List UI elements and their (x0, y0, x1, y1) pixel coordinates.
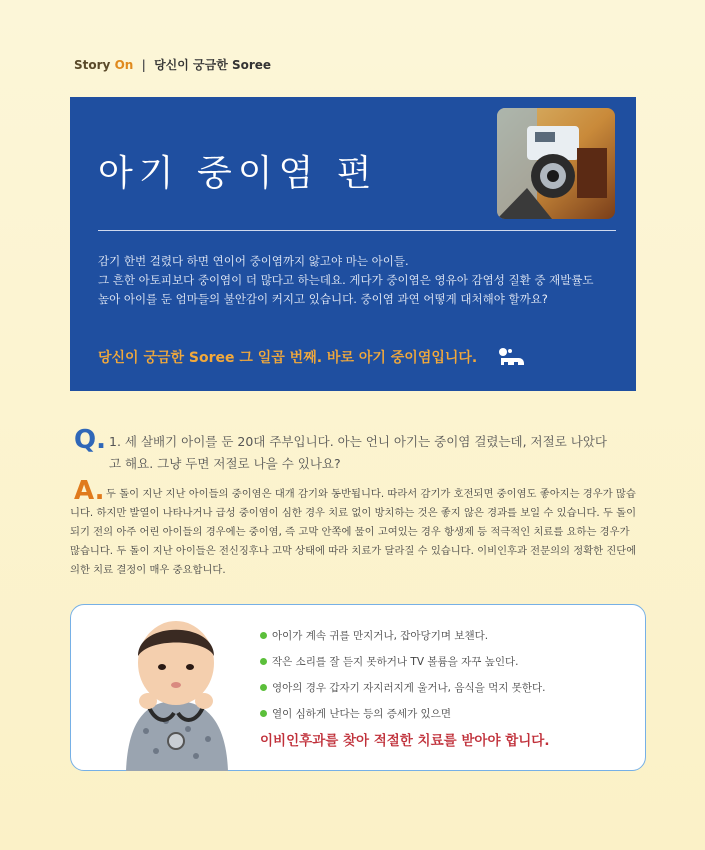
symptom-text: 영아의 경우 갑자기 자지러지게 울거나, 음식을 먹지 못한다. (272, 682, 546, 694)
soree-logo-icon (498, 347, 526, 365)
symptom-list (260, 623, 545, 727)
header-section: 당신이 궁금한 Soree (154, 58, 272, 72)
symptom-tip-box (70, 604, 646, 771)
feature-title: 아기 중이염 편 (98, 153, 378, 194)
question-mark-label: Q. (74, 425, 106, 455)
symptom-text: 아이가 계속 귀를 만지거나, 잡아당기며 보챈다. (272, 630, 489, 642)
advice-conclusion: 이비인후과를 찾아 적절한 치료를 받아야 합니다. (260, 733, 550, 749)
feature-tagline: 당신이 궁금한 Soree 그 일곱 번째. 바로 아기 중이염입니다. (98, 350, 478, 366)
intro-line: 높아 아이를 둔 엄마들의 불안감이 커지고 있습니다. 중이염 과연 어떻게 대처해야 할까요? (98, 292, 548, 306)
symptom-item (260, 675, 545, 701)
intro-line: 그 흔한 아토피보다 중이염이 더 많다고 하는데요. 게다가 중이염은 영유아 감염성 질환 중 재발률도 (98, 273, 594, 287)
answer-mark-label: A. (74, 476, 105, 506)
medical-scanner-photo (497, 108, 615, 219)
symptom-text: 작은 소리를 잘 듣지 못하거나 TV 볼륨을 자꾸 높인다. (272, 656, 519, 668)
header-on: On (114, 58, 134, 72)
symptom-item (260, 623, 545, 649)
symptom-text: 열이 심하게 난다는 등의 증세가 있으면 (272, 708, 451, 720)
intro-line: 감기 한번 걸렸다 하면 연이어 중이염까지 앓고야 마는 아이들. (98, 254, 409, 268)
answer-text: 두 돌이 지난 지난 아이들의 중이염은 대개 감기와 동반됩니다. 따라서 감기가 호전되면 중이염도 좋아지는 경우가 많습니다. 하지만 발열이 나타나거나 급성 중이염이 심한 경우 치료 없이 방치하는 것은 좋지 않은 경과를 보일 수 있습니다. 두 돌이 되기 전의 아주 어린 아이들의 경우에는 중이염, 즉 고막 안쪽에 물이 고여있는 경우 항생제 등 적극적인 치료를 요하는 경우가 많습니다. 두 돌이 지난 아이들은 전신징후나 고막 상태에 따라 치료가 달라질 수 있습니다. 이비인후과 전문의의 정확한 진단에 의한 치료 결정이 매우 중요합니다. (70, 488, 637, 576)
title-divider (98, 230, 616, 231)
medical-scanner-illustration (497, 108, 615, 219)
symptom-item (260, 701, 545, 727)
feature-box (70, 97, 636, 391)
symptom-item (260, 649, 545, 675)
baby-with-stethoscope-photo (116, 601, 236, 771)
header-separator: | (141, 58, 146, 72)
section-header (74, 56, 271, 73)
header-story: Story (74, 58, 111, 72)
feature-intro (98, 252, 628, 309)
question-text: 1. 세 살배기 아이를 둔 20대 주부입니다. 아는 언니 아기는 중이염 걸렸는데, 저절로 나았다고 해요. 그냥 두면 저절로 나을 수 있나요? (109, 434, 607, 471)
